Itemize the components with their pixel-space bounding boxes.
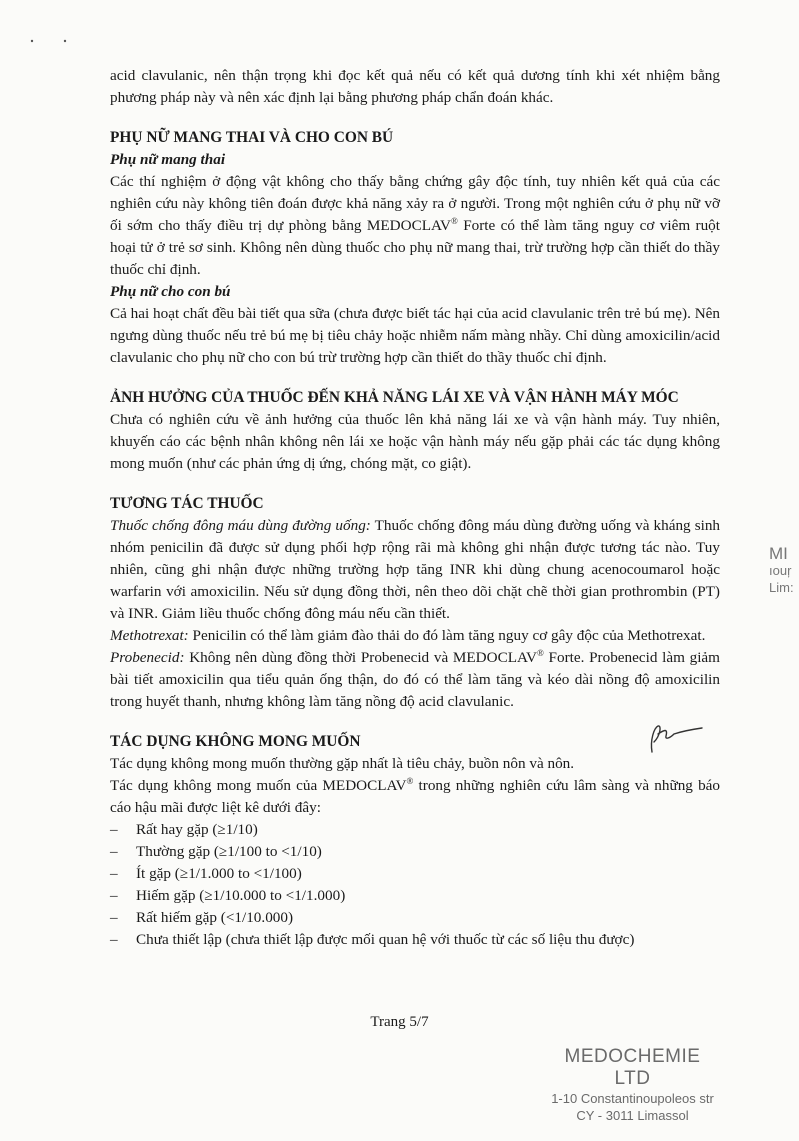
methotrexat-paragraph: Methotrexat: Penicilin có thể làm giảm đào thải do đó làm tăng nguy cơ gây độc của Methotrexat.	[110, 627, 706, 644]
list-item: – Thường gặp (≥1/100 to <1/10)	[110, 843, 322, 860]
company-stamp	[545, 1046, 720, 1124]
breastfeeding-subheading: Phụ nữ cho con bú	[110, 283, 231, 300]
list-item: – Ít gặp (≥1/1.000 to <1/100)	[110, 865, 302, 882]
adverse-paragraph-2: Tác dụng không mong muốn của MEDOCLAV® trong những nghiên cứu lâm sàng và những báo cáo hậu mãi được liệt kê dưới đây:	[110, 775, 720, 816]
anticoagulant-paragraph: Thuốc chống đông máu dùng đường uống: Thuốc chống đông máu dùng đường uống và kháng sinh nhóm penicilin đã được sử dụng phối hợp rộng rãi mà không ghi nhận được tương tác nào. Tuy nhiên, cũng ghi nhận được những trường hợp tăng INR khi dùng chung acenocoumarol hoặc warfarin với amoxicilin. Nếu sử dụng đồng thời, nên theo dõi chặt chẽ thời gian prothrombin (PT) và INR. Giảm liều thuốc chống đông máu nếu cần thiết.	[110, 517, 721, 622]
stamp-address-line: CY - 3011 Limassol	[576, 1108, 689, 1123]
stamp-name: MEDOCHEMIE LTD	[564, 1046, 701, 1089]
pregnancy-paragraph: Các thí nghiệm ở động vật không cho thấy bằng chứng gây độc tính, tuy nhiên kết quả của các nghiên cứu này không tiên đoán được khả năng xảy ra ở người. Trong một nghiên cứu ở phụ nữ vỡ ối sớm cho thấy điều trị dự phòng bằng MEDOCLAV® Forte có thể làm tăng nguy cơ viêm ruột hoại tử ở trẻ sơ sinh. Không nên dùng thuốc cho phụ nữ mang thai, trừ trường hợp cần thiết do thầy thuốc chỉ định.	[110, 173, 720, 278]
list-item: – Rất hay gặp (≥1/10)	[110, 821, 258, 838]
adjacent-page-edge: MI ıouŗ Lim:	[769, 545, 794, 595]
pregnancy-subheading: Phụ nữ mang thai	[110, 151, 226, 168]
frequency-list	[110, 819, 720, 951]
scan-dots	[30, 38, 70, 46]
adverse-heading: TÁC DỤNG KHÔNG MONG MUỐN	[110, 733, 361, 750]
document-body	[110, 65, 720, 951]
breastfeeding-paragraph: Cả hai hoạt chất đều bài tiết qua sữa (chưa được biết tác hại của acid clavulanic trên trẻ bú mẹ). Nên ngưng dùng thuốc nếu trẻ bú mẹ bị tiêu chảy hoặc nhiễm nấm màng nhầy. Chỉ dùng amoxicilin/acid clavulanic cho phụ nữ cho con bú trừ trường hợp cần thiết do thầy thuốc chỉ định.	[110, 305, 720, 366]
driving-paragraph: Chưa có nghiên cứu về ảnh hưởng của thuốc lên khả năng lái xe và vận hành máy. Tuy nhiên, khuyến cáo các bệnh nhân không nên lái xe hoặc vận hành máy nếu gặp phải các tác dụng không mong muốn (như các phản ứng dị ứng, chóng mặt, co giật).	[110, 411, 720, 472]
pregnancy-heading: PHỤ NỮ MANG THAI VÀ CHO CON BÚ	[110, 129, 394, 146]
list-item: – Chưa thiết lập (chưa thiết lập được mối quan hệ với thuốc từ các số liệu thu được)	[110, 931, 635, 948]
adverse-paragraph-1: Tác dụng không mong muốn thường gặp nhất là tiêu chảy, buồn nôn và nôn.	[110, 755, 575, 772]
stamp-address-line: 1-10 Constantinoupoleos str	[551, 1091, 714, 1106]
interactions-heading: TƯƠNG TÁC THUỐC	[110, 495, 264, 512]
handwritten-signature	[640, 720, 710, 760]
probenecid-paragraph: Probenecid: Không nên dùng đồng thời Probenecid và MEDOCLAV® Forte. Probenecid làm giảm bài tiết amoxicilin qua tiểu quản ống thận, do đó có thể làm tăng và kéo dài nồng độ amoxicilin trong huyết thanh, nhưng không làm tăng nồng độ acid clavulanic.	[110, 647, 720, 710]
list-item: – Hiếm gặp (≥1/10.000 to <1/1.000)	[110, 887, 346, 904]
intro-paragraph: acid clavulanic, nên thận trọng khi đọc kết quả nếu có kết quả dương tính khi xét nhiệm bằng phương pháp này và nên xác định lại bằng phương pháp chẩn đoán khác.	[110, 67, 720, 106]
driving-heading: ẢNH HƯỞNG CỦA THUỐC ĐẾN KHẢ NĂNG LÁI XE VÀ VẬN HÀNH MÁY MÓC	[110, 389, 679, 406]
list-item: – Rất hiếm gặp (<1/10.000)	[110, 909, 294, 926]
page-number: Trang 5/7	[370, 1014, 429, 1030]
